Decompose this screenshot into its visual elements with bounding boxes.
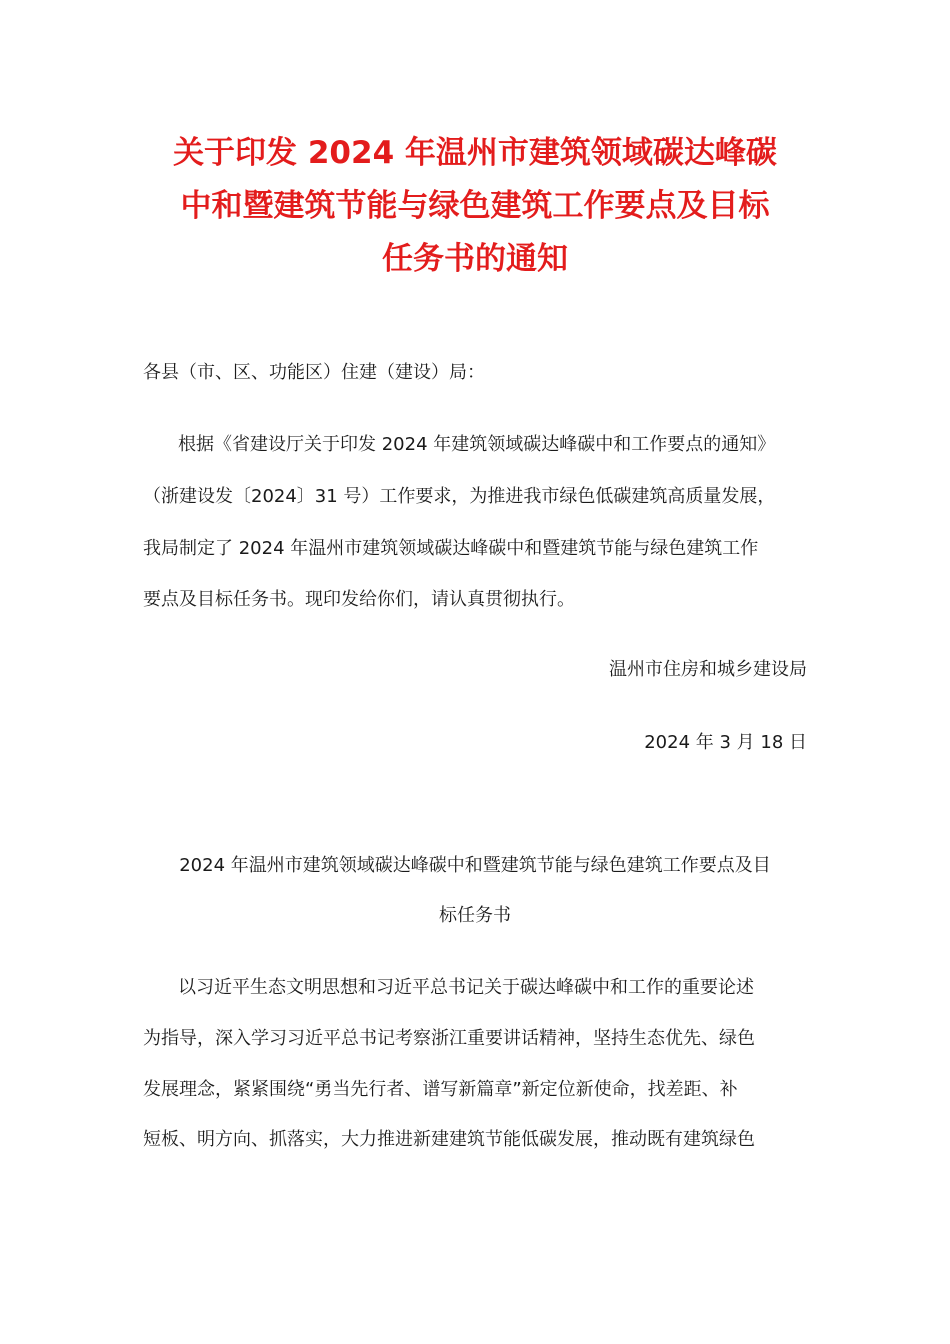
attachment-body-line-1: 以习近平生态文明思想和习近平总书记关于碳达峰碳中和工作的重要论述 bbox=[178, 977, 754, 998]
body-line-4: 要点及目标任务书。现印发给你们，请认真贯彻执行。 bbox=[143, 589, 575, 610]
body-line-1: 根据《省建设厅关于印发 2024 年建筑领域碳达峰碳中和工作要点的通知》 bbox=[178, 434, 776, 455]
attachment-body-line-2: 为指导，深入学习习近平总书记考察浙江重要讲话精神，坚持生态优先、绿色 bbox=[143, 1028, 755, 1049]
body-line-2: （浙建设发〔2024〕31 号）工作要求，为推进我市绿色低碳建筑高质量发展， bbox=[143, 486, 776, 507]
title-line-3: 任务书的通知 bbox=[382, 241, 568, 277]
title-line-2: 中和暨建筑节能与绿色建筑工作要点及目标 bbox=[180, 188, 770, 224]
attachment-body-line-3: 发展理念，紧紧围绕“勇当先行者、谱写新篇章”新定位新使命，找差距、补 bbox=[143, 1079, 738, 1100]
issuer: 温州市住房和城乡建设局 bbox=[609, 659, 807, 680]
attachment-body-line-4: 短板、明方向、抓落实，大力推进新建建筑节能低碳发展，推动既有建筑绿色 bbox=[143, 1129, 755, 1150]
body-line-3: 我局制定了 2024 年温州市建筑领域碳达峰碳中和暨建筑节能与绿色建筑工作 bbox=[143, 538, 759, 559]
title-line-1: 关于印发 2024 年温州市建筑领域碳达峰碳 bbox=[173, 135, 777, 171]
attachment-title-line-1: 2024 年温州市建筑领域碳达峰碳中和暨建筑节能与绿色建筑工作要点及目 bbox=[179, 855, 771, 876]
attachment-title-line-2: 标任务书 bbox=[439, 905, 511, 926]
issue-date: 2024 年 3 月 18 日 bbox=[644, 732, 807, 753]
addressee: 各县（市、区、功能区）住建（建设）局： bbox=[143, 362, 485, 383]
document-title bbox=[140, 127, 810, 286]
